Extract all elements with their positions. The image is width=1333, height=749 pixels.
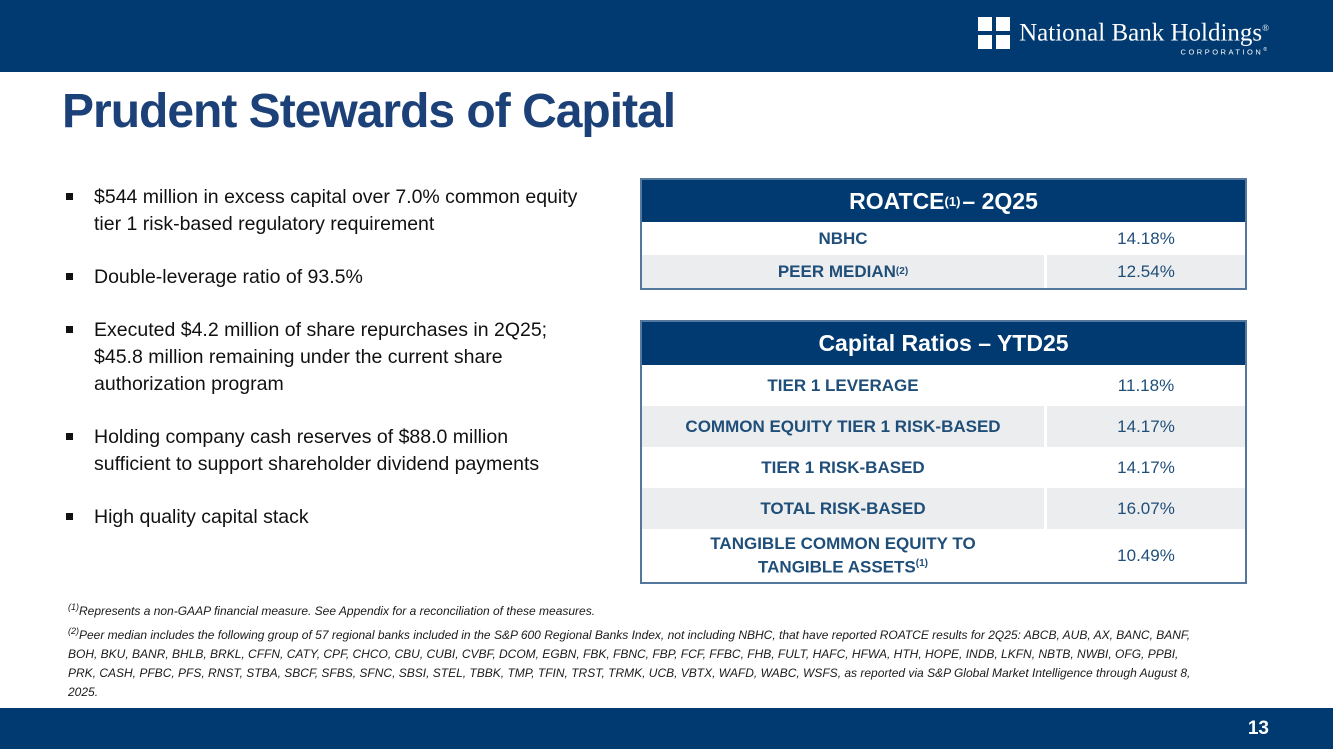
page-title: Prudent Stewards of Capital bbox=[62, 85, 676, 138]
bullet-text: Executed $4.2 million of share repurchases in 2Q25; $45.8 million remaining under the current share authorization program bbox=[94, 319, 548, 395]
row-label bbox=[642, 529, 1044, 582]
logo-grid-square bbox=[996, 17, 1010, 31]
logo-grid-square bbox=[996, 35, 1010, 49]
bullet-text: Double-leverage ratio of 93.5% bbox=[94, 266, 363, 288]
table-row bbox=[642, 365, 1245, 406]
row-label-footnote-ref: (2) bbox=[895, 266, 909, 277]
roatce-table-title-period: – 2Q25 bbox=[962, 187, 1038, 214]
row-label-text bbox=[688, 534, 998, 578]
roatce-table-title: ROATCE bbox=[849, 187, 945, 214]
page-number: 13 bbox=[1247, 717, 1269, 739]
footnote-text: Represents a non-GAAP financial measure. See Appendix for a reconciliation of these measures. bbox=[79, 604, 596, 618]
logo-grid-icon bbox=[978, 17, 1010, 49]
bullet-text: High quality capital stack bbox=[94, 506, 309, 528]
roatce-table bbox=[640, 178, 1247, 290]
capital-ratios-table bbox=[640, 320, 1247, 584]
table-row bbox=[642, 222, 1245, 255]
logo-grid-square bbox=[978, 35, 992, 49]
row-label bbox=[642, 222, 1044, 255]
footnote-marker: (1) bbox=[68, 602, 79, 612]
bottom-bar bbox=[0, 708, 1333, 749]
logo-name-text: National Bank Holdings bbox=[1019, 19, 1263, 47]
footnotes bbox=[68, 598, 1193, 703]
row-label-text: NBHC bbox=[818, 228, 868, 248]
logo-registered-mark: ® bbox=[1262, 23, 1269, 34]
row-label-inner: TANGIBLE COMMON EQUITY TO TANGIBLE ASSETS bbox=[710, 533, 976, 577]
row-label-text: COMMON EQUITY TIER 1 RISK-BASED bbox=[685, 416, 1001, 436]
bullet-item bbox=[66, 317, 581, 398]
row-value: 14.17% bbox=[1044, 447, 1245, 488]
bullet-text: $544 million in excess capital over 7.0% common equity tier 1 risk-based regulatory requirement bbox=[94, 186, 578, 235]
row-label-footnote-ref: (1) bbox=[915, 557, 928, 569]
logo-grid-square bbox=[978, 17, 992, 31]
footnote-marker: (2) bbox=[68, 626, 79, 636]
row-value: 16.07% bbox=[1044, 488, 1245, 529]
row-value: 14.18% bbox=[1044, 222, 1245, 255]
bullet-marker bbox=[66, 326, 73, 333]
bullet-item bbox=[66, 424, 581, 478]
logo-corporation-text: CORPORATION bbox=[1180, 47, 1264, 57]
bullet-list bbox=[66, 184, 581, 557]
row-value: 12.54% bbox=[1044, 255, 1245, 288]
row-label-text: TIER 1 RISK-BASED bbox=[761, 457, 925, 477]
roatce-title-footnote-ref: (1) bbox=[944, 193, 961, 209]
row-label-text: TIER 1 LEVERAGE bbox=[767, 375, 919, 395]
row-label bbox=[642, 488, 1044, 529]
row-label bbox=[642, 406, 1044, 447]
row-label-text: PEER MEDIAN bbox=[777, 261, 896, 281]
capital-table-title: Capital Ratios – YTD25 bbox=[818, 330, 1069, 356]
logo-corporation bbox=[1181, 47, 1267, 57]
table-row bbox=[642, 255, 1245, 288]
logo-text bbox=[1019, 15, 1269, 57]
table-row bbox=[642, 488, 1245, 529]
bullet-text: Holding company cash reserves of $88.0 million sufficient to support shareholder dividend payments bbox=[94, 426, 540, 475]
capital-table-header bbox=[642, 322, 1245, 365]
bullet-marker bbox=[66, 193, 73, 200]
table-row bbox=[642, 406, 1245, 447]
row-label bbox=[642, 255, 1044, 288]
table-row bbox=[642, 529, 1245, 582]
logo-name bbox=[1019, 15, 1269, 46]
bullet-item bbox=[66, 184, 581, 238]
row-label-text: TOTAL RISK-BASED bbox=[760, 498, 926, 518]
row-value: 11.18% bbox=[1044, 365, 1245, 406]
bullet-marker bbox=[66, 273, 73, 280]
nbh-logo bbox=[978, 0, 1269, 72]
table-row bbox=[642, 447, 1245, 488]
bullet-marker bbox=[66, 433, 73, 440]
roatce-table-header bbox=[642, 180, 1245, 222]
row-label bbox=[642, 365, 1044, 406]
logo-corporation-registered-mark: ® bbox=[1263, 47, 1267, 54]
bullet-marker bbox=[66, 513, 73, 520]
row-value: 10.49% bbox=[1044, 529, 1245, 582]
row-value: 14.17% bbox=[1044, 406, 1245, 447]
footnote-1 bbox=[68, 598, 1193, 621]
row-label bbox=[642, 447, 1044, 488]
footnote-text: Peer median includes the following group of 57 regional banks included in the S&P 600 Regional Banks Index, not including NBHC, that have reported ROATCE results for 2Q25: ABCB, AUB, AX, BANC, BANF, BOH, BKU, BANR, BHLB, BRKL, CFFN, CATY, CPF, CHCO, CBU, CUBI, CVBF, DCOM, EGBN, FBK, FBNC, FBP, FCF, FFBC, FHB, FULT, HAFC, HFWA, HTH, HOPE, INDB, LKFN, NBTB, NWBI, OFG, PPBI, PRK, CASH, PFBC, PFS, RNST, STBA, SBCF, SFBS, SFNC, SBSI, STEL, TBBK, TMP, TFIN, TRST, TRMK, UCB, VBTX, WAFD, WABC, WSFS, as reported via S&P Global Market Intelligence through August 8, 2025. bbox=[68, 628, 1191, 699]
bullet-item bbox=[66, 504, 581, 531]
footnote-2 bbox=[68, 622, 1193, 702]
bullet-item bbox=[66, 264, 581, 291]
